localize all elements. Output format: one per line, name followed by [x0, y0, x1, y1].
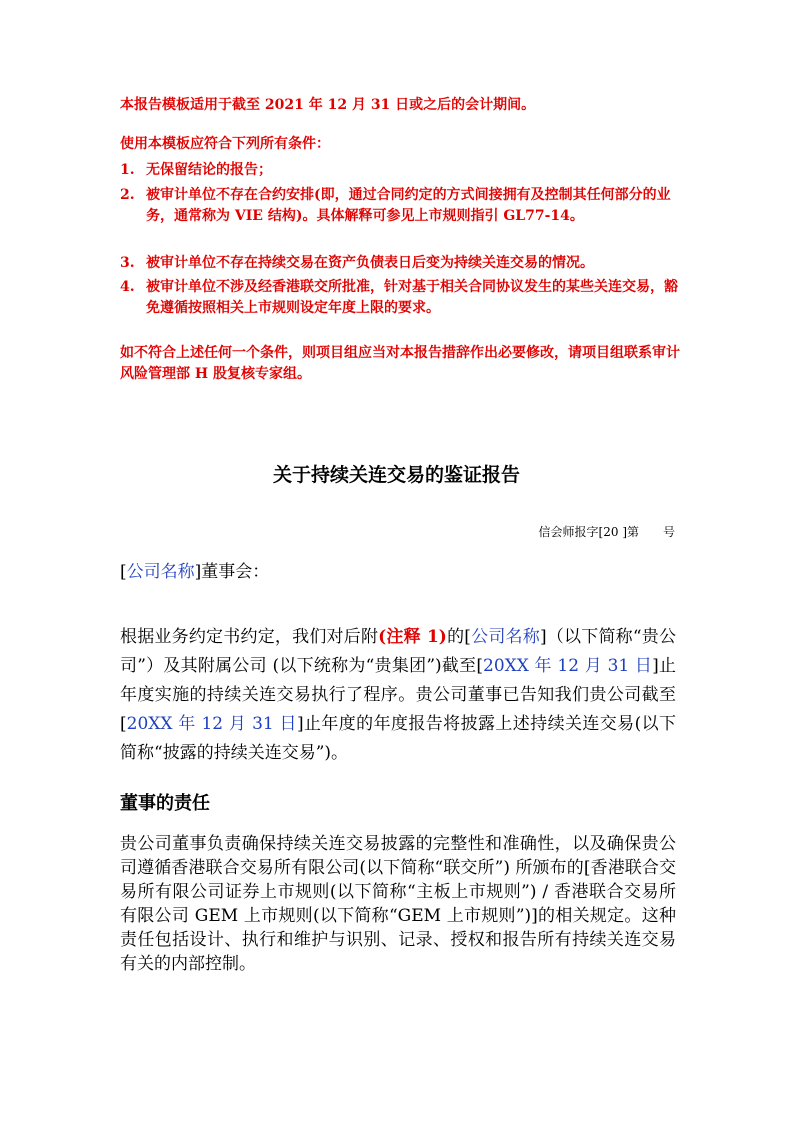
- para-text: 根据业务约定书约定，我们对后附: [120, 627, 379, 647]
- note-reference: (注释 1): [378, 627, 447, 647]
- condition-text: 无保留结论的报告；: [146, 162, 272, 178]
- company-name-placeholder: 公司名称: [126, 562, 195, 582]
- section-heading-directors-responsibility: 董事的责任: [120, 793, 210, 814]
- salutation: [120, 557, 269, 582]
- report-title: 关于持续关连交易的鉴证报告: [272, 464, 520, 486]
- condition-number: 3.: [120, 255, 135, 271]
- directors-responsibility-paragraph: 贵公司董事负责确保持续关连交易披露的完整性和准确性，以及确保贵公司遵循香港联合交易所有限公司(以下简称“联交所”) 所颁布的[香港联合交易所有限公司证券上市规则(以下简称“主板上市规则”) / 香港联合交易所有限公司 GEM 上市规则(以下简称“GEM 上市规则”)]的相关规定。这种责任包括设计、执行和维护与识别、记录、授权和报告所有持续关连交易有关的内部控制。: [120, 834, 676, 974]
- condition-item: [120, 185, 680, 227]
- conditions-title: 使用本模板应符合下列所有条件：: [120, 136, 330, 152]
- para-text: ]（以下简称“贵公司”）及其附属公司 (以下统称为“贵集团”)截至[: [120, 627, 676, 676]
- para-text: 的[: [446, 627, 471, 647]
- date-placeholder: 20XX 年 12 月 31 日: [126, 714, 297, 734]
- template-applicability-note: 本报告模板适用于截至 2021 年 12 月 31 日或之后的会计期间。: [120, 97, 536, 113]
- report-reference-number: 信会师报字[20 ]第 号: [538, 525, 675, 539]
- engagement-paragraph: [120, 623, 676, 768]
- nonconformance-note: 如不符合上述任何一个条件，则项目组应当对本报告措辞作出必要修改，请项目组联系审计风险管理部 H 股复核专家组。: [120, 345, 680, 382]
- condition-number: 1.: [120, 162, 135, 178]
- condition-number: 4.: [120, 279, 135, 295]
- para-text: ]止年度实施的持续关连交易执行了程序。贵公司董事已告知我们贵公司截至[: [120, 656, 677, 734]
- condition-item: [120, 277, 680, 319]
- date-placeholder: 20XX 年 12 月 31 日: [483, 656, 653, 676]
- condition-item: [120, 253, 680, 274]
- salutation-open: [: [120, 562, 127, 582]
- condition-number: 2.: [120, 187, 135, 203]
- condition-text: 被审计单位不涉及经香港联交所批准，针对基于相关合同协议发生的某些关连交易，豁免遵循按照相关上市规则设定年度上限的要求。: [146, 279, 678, 316]
- para-text: ]止年度的年度报告将披露上述持续关连交易(以下简称“披露的持续关连交易”)。: [120, 714, 676, 763]
- company-name-placeholder: 公司名称: [470, 627, 540, 647]
- condition-text: 被审计单位不存在合约安排(即，通过合同约定的方式间接拥有及控制其任何部分的业务，通常称为 VIE 结构)。具体解释可参见上市规则指引 GL77-14。: [146, 187, 671, 224]
- condition-item: [120, 160, 680, 181]
- condition-text: 被审计单位不存在持续交易在资产负债表日后变为持续关连交易的情况。: [146, 255, 594, 271]
- salutation-close: ]董事会：: [194, 562, 270, 582]
